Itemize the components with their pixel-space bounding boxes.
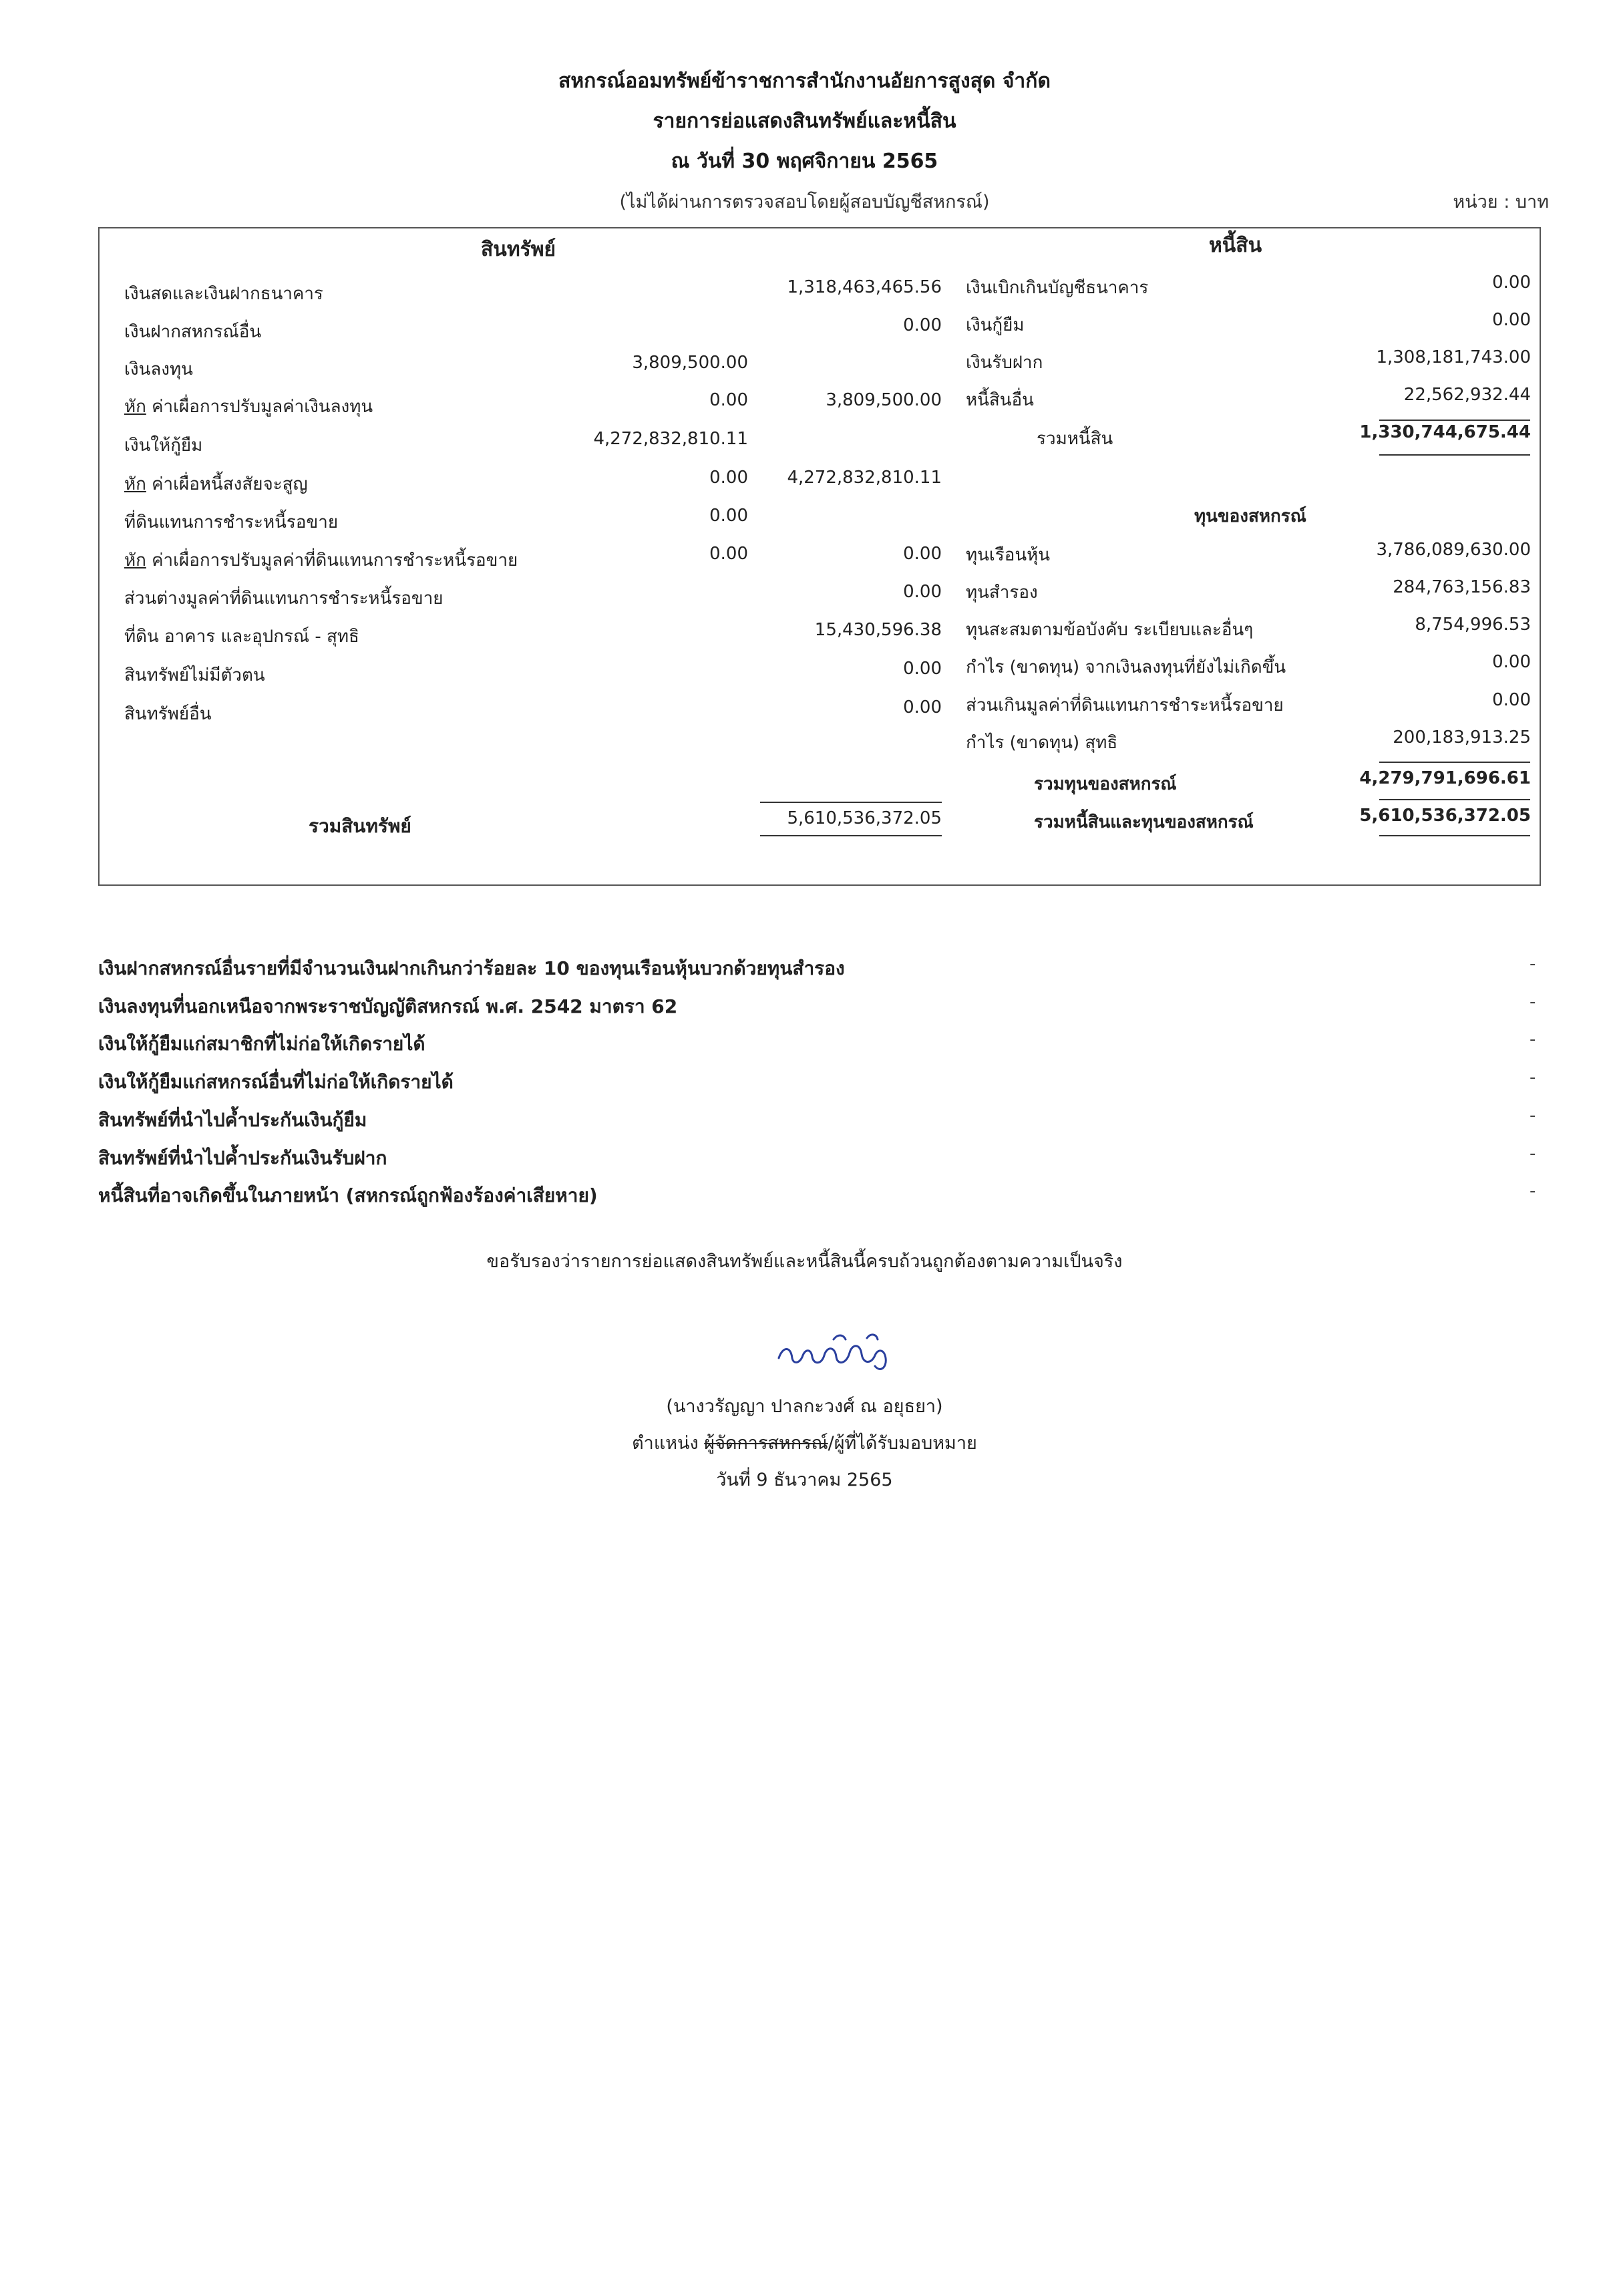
disclosure-value: -: [1530, 954, 1536, 974]
disclosure-text: สินทรัพย์ที่นำไปค้ำประกันเงินกู้ยืม: [98, 1109, 367, 1131]
equity-heading: ทุนของสหกรณ์: [1194, 506, 1306, 526]
equity-row-label: ส่วนเกินมูลค่าที่ดินแทนการชำระหนี้รอขาย: [966, 695, 1284, 715]
equity-row-label: กำไร (ขาดทุน) จากเงินลงทุนที่ยังไม่เกิดขึ้น: [966, 657, 1286, 677]
assets-row-text: ค่าเผื่อการปรับมูลค่าเงินลงทุน: [146, 397, 373, 417]
assets-row-text: เงินให้กู้ยืม: [124, 436, 203, 456]
audit-note: (ไม่ได้ผ่านการตรวจสอบโดยผู้สอบบัญชีสหกรณ์): [619, 192, 990, 212]
assets-row-label: [124, 508, 338, 536]
assets-row-text: ส่วนต่างมูลค่าที่ดินแทนการชำระหนี้รอขาย: [124, 589, 443, 609]
position-prefix: ตำแหน่ง: [632, 1433, 705, 1454]
equity-row-value: 8,754,996.53: [1415, 615, 1531, 635]
liabilities-row-value: 0.00: [1492, 273, 1531, 293]
assets-row-label: [124, 393, 373, 420]
liabilities-total-rule-top: [1379, 420, 1530, 421]
unit-label: หน่วย : บาท: [1453, 192, 1549, 212]
signer-position: [0, 1428, 1609, 1457]
liabilities-row-label: เงินกู้ยืม: [966, 315, 1025, 335]
assets-row-text: เงินสดและเงินฝากธนาคาร: [124, 284, 323, 304]
equity-row-value: 3,786,089,630.00: [1376, 540, 1531, 560]
assets-row-total: 0.00: [903, 544, 942, 564]
assets-row-label: [124, 432, 202, 459]
disclosure-value: -: [1530, 1068, 1536, 1088]
grand-total-rule-top: [1379, 799, 1530, 800]
disclosure-text: เงินให้กู้ยืมแก่สมาชิกที่ไม่ก่อให้เกิดรายได้: [98, 1033, 425, 1055]
equity-row-label: ทุนสะสมตามข้อบังคับ ระเบียบและอื่นๆ: [966, 620, 1254, 640]
grand-total-label: รวมหนี้สินและทุนของสหกรณ์: [1034, 812, 1254, 832]
assets-row-total: 1,318,463,465.56: [787, 277, 942, 297]
assets-row-total: 3,809,500.00: [826, 390, 942, 410]
assets-row-total: 0.00: [903, 659, 942, 679]
equity-total-value: 4,279,791,696.61: [1359, 768, 1531, 788]
equity-row-label: ทุนเรือนหุ้น: [966, 545, 1051, 565]
assets-row-amount: 0.00: [709, 506, 748, 526]
org-name: สหกรณ์ออมทรัพย์ข้าราชการสำนักงานอัยการสูงสุด จำกัด: [558, 69, 1051, 93]
signature-image: [773, 1326, 920, 1379]
deduct-prefix: หัก: [124, 474, 146, 494]
certification-statement: ขอรับรองว่ารายการย่อแสดงสินทรัพย์และหนี้สินนี้ครบถ้วนถูกต้องตามความเป็นจริง: [486, 1251, 1123, 1272]
liabilities-row-label: เงินรับฝาก: [966, 353, 1043, 373]
disclosure-value: -: [1530, 1029, 1536, 1049]
assets-row-amount: 0.00: [709, 390, 748, 410]
assets-total-value: 5,610,536,372.05: [787, 808, 942, 828]
assets-row-amount: 0.00: [709, 468, 748, 488]
disclosure-value: -: [1530, 1181, 1536, 1201]
liabilities-row-value: 1,308,181,743.00: [1376, 347, 1531, 367]
assets-row-amount: 0.00: [709, 544, 748, 564]
assets-row-total: 0.00: [903, 697, 942, 717]
signer-name: (นางวรัญญา ปาลกะวงศ์ ณ อยุธยา): [666, 1396, 943, 1417]
assets-row-text: ที่ดินแทนการชำระหนี้รอขาย: [124, 512, 339, 532]
disclosure-value: -: [1530, 992, 1536, 1012]
disclosure-text: หนี้สินที่อาจเกิดขึ้นในภายหน้า (สหกรณ์ถูกฟ้องร้องค่าเสียหาย): [98, 1184, 598, 1206]
liabilities-row-label: หนี้สินอื่น: [966, 390, 1034, 410]
disclosure-text: เงินฝากสหกรณ์อื่นรายที่มีจำนวนเงินฝากเกินกว่าร้อยละ 10 ของทุนเรือนหุ้นบวกด้วยทุนสำรอง: [98, 957, 845, 979]
assets-total-label: รวมสินทรัพย์: [309, 815, 411, 837]
deduct-prefix: หัก: [124, 550, 146, 570]
equity-row-value: 0.00: [1492, 652, 1531, 672]
signed-date: วันที่ 9 ธันวาคม 2565: [716, 1470, 893, 1490]
assets-row-label: [124, 470, 308, 498]
equity-row-value: 284,763,156.83: [1393, 577, 1531, 597]
disclosure-text: เงินลงทุนที่นอกเหนือจากพระราชบัญญัติสหกรณ์ พ.ศ. 2542 มาตรา 62: [98, 995, 678, 1017]
liabilities-total-label: รวมหนี้สิน: [1037, 429, 1113, 449]
assets-heading: สินทรัพย์: [481, 238, 556, 261]
liabilities-row-value: 22,562,932.44: [1403, 385, 1531, 405]
equity-row-label: ทุนสำรอง: [966, 583, 1038, 603]
assets-row-total: 15,430,596.38: [814, 620, 942, 640]
liabilities-heading: หนี้สิน: [1209, 234, 1262, 257]
grand-total-rule-bottom: [1379, 835, 1530, 836]
assets-row-text: เงินฝากสหกรณ์อื่น: [124, 322, 262, 342]
grand-total-value: 5,610,536,372.05: [1359, 806, 1531, 826]
report-title: รายการย่อแสดงสินทรัพย์และหนี้สิน: [653, 110, 956, 133]
assets-row-label: [124, 280, 323, 307]
disclosure-value: -: [1530, 1144, 1536, 1164]
assets-row-label: [124, 355, 193, 383]
assets-row-label: [124, 661, 265, 689]
liabilities-total-rule-bottom: [1379, 454, 1530, 456]
report-date: ณ วันที่ 30 พฤศจิกายน 2565: [671, 150, 938, 173]
assets-row-text: สินทรัพย์อื่น: [124, 704, 212, 724]
assets-row-amount: 3,809,500.00: [632, 353, 748, 373]
assets-row-text: ค่าเผื่อการปรับมูลค่าที่ดินแทนการชำระหนี้รอขาย: [146, 550, 518, 570]
assets-row-amount: 4,272,832,810.11: [593, 429, 748, 449]
assets-row-total: 4,272,832,810.11: [787, 468, 942, 488]
assets-row-text: สินทรัพย์ไม่มีตัวตน: [124, 665, 265, 685]
assets-row-label: [124, 318, 261, 345]
equity-row-value: 0.00: [1492, 690, 1531, 710]
liabilities-row-label: เงินเบิกเกินบัญชีธนาคาร: [966, 278, 1149, 298]
assets-row-total: 0.00: [903, 582, 942, 602]
assets-row-label: [124, 623, 359, 650]
liabilities-row-value: 0.00: [1492, 310, 1531, 330]
assets-row-text: ค่าเผื่อหนี้สงสัยจะสูญ: [146, 474, 308, 494]
disclosure-text: เงินให้กู้ยืมแก่สหกรณ์อื่นที่ไม่ก่อให้เกิดรายได้: [98, 1071, 454, 1093]
equity-total-rule-top: [1379, 762, 1530, 763]
assets-row-text: ที่ดิน อาคาร และอุปกรณ์ - สุทธิ: [124, 627, 359, 647]
position-rest: /ผู้ที่ได้รับมอบหมาย: [828, 1433, 977, 1454]
equity-total-label: รวมทุนของสหกรณ์: [1034, 774, 1177, 794]
liabilities-total-value: 1,330,744,675.44: [1359, 422, 1531, 442]
assets-row-text: เงินลงทุน: [124, 359, 193, 379]
assets-row-label: [124, 585, 443, 612]
disclosure-text: สินทรัพย์ที่นำไปค้ำประกันเงินรับฝาก: [98, 1147, 387, 1169]
position-struck: ผู้จัดการสหกรณ์: [704, 1433, 828, 1454]
assets-row-total: 0.00: [903, 315, 942, 335]
disclosure-value: -: [1530, 1106, 1536, 1126]
equity-row-label: กำไร (ขาดทุน) สุทธิ: [966, 733, 1118, 753]
equity-row-value: 200,183,913.25: [1393, 727, 1531, 748]
assets-total-rule-bottom: [760, 835, 942, 836]
assets-row-label: [124, 700, 212, 727]
deduct-prefix: หัก: [124, 397, 146, 417]
assets-row-label: [124, 546, 518, 574]
assets-total-rule-top: [760, 802, 942, 803]
